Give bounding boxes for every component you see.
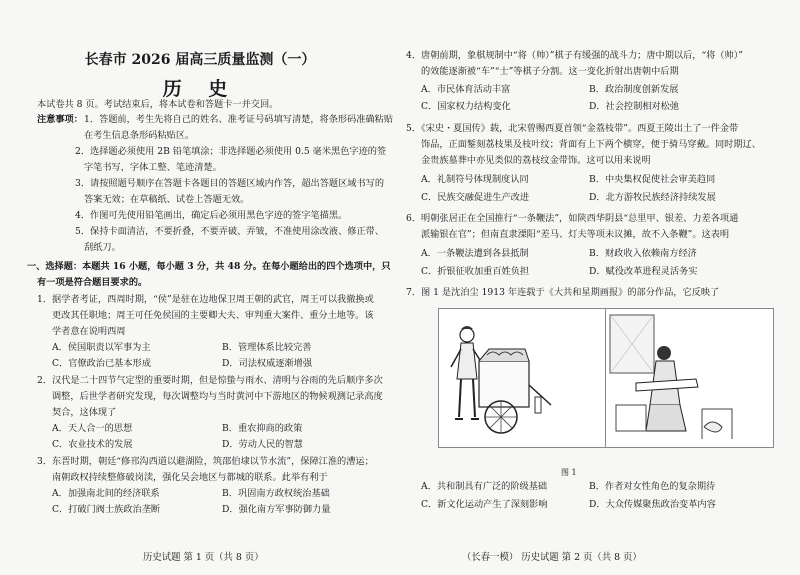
question-text: 南朝政权持续整修破岗渎，强化吴会地区与都城的联系。此举有利于 <box>52 472 328 483</box>
option-b: B．管理体系比较完善 <box>222 342 312 353</box>
option-c: C．国家权力结构变化 <box>421 101 511 112</box>
notice-line: 5．保持卡面清洁，不要折叠，不要弄破、弄皱，不准使用涂改液、修正带、 <box>75 226 385 237</box>
notice-line: 答案无效；在草稿纸、试卷上答题无效。 <box>84 194 250 205</box>
subject-title: 历 史 <box>162 78 238 100</box>
option-a: A．礼制符号体现制度认同 <box>421 174 529 185</box>
cartoon-panel-right <box>606 309 772 447</box>
notice-line: 字笔书写，字体工整、笔迹清楚。 <box>84 162 222 173</box>
option-a: A．加强南北间的经济联系 <box>52 488 160 499</box>
option-c: C．民族交融促进生产改进 <box>421 192 530 203</box>
option-a: A．共和制具有广泛的阶级基础 <box>421 481 548 492</box>
page-2 <box>400 0 800 575</box>
cartoon-panel-left <box>439 309 605 447</box>
option-d: D．劳动人民的智慧 <box>222 439 303 450</box>
question-text: 契合，这体现了 <box>52 407 117 418</box>
question-text: 的效能逐渐被“车”“士”等棋子分割。这一变化折射出唐朝中后期 <box>421 66 679 77</box>
question-text: 1．据学者考证，西周时期，“侯”是驻在边地保卫周王朝的武官，周王可以我撤换或 <box>37 294 374 305</box>
question-text: 饰品，正面錾刻荔枝果及枝叶纹；背面有上下两个横穿，便于骑马穿戴。同时期辽、 <box>421 139 761 150</box>
question-text: 学者意在说明西周 <box>52 326 126 337</box>
option-b: B．政治制度创新发展 <box>589 84 679 95</box>
exam-title: 长春市 2026 届高三质量监测（一） <box>84 52 316 68</box>
option-c: C．折银征收加重百姓负担 <box>421 266 530 277</box>
option-c: C．官僚政治已基本形成 <box>52 358 151 369</box>
option-d: D．北方游牧民族经济持续发展 <box>589 192 716 203</box>
question-text: 3．东晋时期，朝廷“修邗沟西道以避湖险，筑邵伯埭以节水流”，保障江淮的漕运； <box>37 456 374 467</box>
question-text: 派输银在官”；但南直隶溧阳“差马、灯夫等项未议摊，故不入条鞭”。这表明 <box>421 229 730 240</box>
option-b: B．中央集权促使社会审美趋同 <box>589 174 716 185</box>
question-text: 更改其任职地；周王可任免侯国的主要卿大夫、审判重大案件、重分土地等。该 <box>52 310 374 321</box>
option-a: A．市民体育活动丰富 <box>421 84 511 95</box>
option-c: C．农业技术的发展 <box>52 439 133 450</box>
option-a: A．天人合一的思想 <box>52 423 133 434</box>
page-footer: 历史试题 第 1 页（共 8 页） <box>143 552 264 563</box>
notice-line: 4．作图可先使用铅笔画出，确定后必须用黑色字迹的签字笔描黑。 <box>75 210 348 221</box>
option-d: D．司法权威逐渐增强 <box>222 358 313 369</box>
option-b: B．作者对女性角色的复杂期待 <box>589 481 716 492</box>
page-footer: （长春一模） 历史试题 第 2 页（共 8 页） <box>462 552 642 563</box>
option-c: C．新文化运动产生了深刻影响 <box>421 499 548 510</box>
option-d: D．强化南方军事防御力量 <box>222 504 331 515</box>
question-text: 2．汉代是二十四节气定型的重要时期，但是惊蛰与雨水、清明与谷雨的先后顺序多次 <box>37 375 383 386</box>
option-c: C．打破门阀士族政治垄断 <box>52 504 161 515</box>
option-b: B．重农抑商的政策 <box>222 423 303 434</box>
notice-line: 1．答题前，考生先将自己的姓名、准考证号码填写清楚，将条形码准确粘贴 <box>84 114 394 125</box>
question-text: 调整，后世学者研究发现，每次调整均与当时黄河中下游地区的物候观测记录高度 <box>52 391 383 402</box>
woman-illustration <box>606 309 772 447</box>
section-header: 一、选择题：本题共 16 小题，每小题 3 分，共 48 分。在每小题给出的四个选项中，只 <box>27 261 391 272</box>
option-d: D．社会控制相对松弛 <box>589 101 680 112</box>
option-d: D．赋役改革进程灵活务实 <box>589 266 698 277</box>
question-text: 6．明朝张居正在全国推行“一条鞭法”，如陕西华阴县“总里甲、银差、力差各项通 <box>406 213 739 224</box>
figure-1-cartoon <box>438 308 774 448</box>
figure-caption: 图 1 <box>561 468 577 477</box>
option-d: D．大众传媒聚焦政治变革内容 <box>589 499 716 510</box>
question-text: 5．《宋史・夏国传》载，北宋曾赐西夏首领“金荔枝带”。西夏王陵出土了一件金带 <box>406 123 739 134</box>
question-text: 7．图 1 是沈泊尘 1913 年连载于《大共和星期画报》的部分作品，它反映了 <box>406 287 720 298</box>
notice-line: 3．请按照题号顺序在答题卡各题目的答题区域内作答，超出答题区域书写的 <box>75 178 385 189</box>
option-a: A．侯国职责以军事为主 <box>52 342 151 353</box>
notice-label: 注意事项： <box>37 114 83 125</box>
option-a: A．一条鞭法遭到各县抵制 <box>421 248 529 259</box>
cart-illustration <box>439 309 605 447</box>
option-b: B．财政收入依赖南方经济 <box>589 248 697 259</box>
question-text: 金贵族墓葬中亦见类似的荔枝纹金带饰。这可以用来说明 <box>421 155 651 166</box>
notice-line: 在考生信息条形码粘贴区。 <box>84 130 195 141</box>
option-b: B．巩固南方政权统治基础 <box>222 488 330 499</box>
section-header: 有一项是符合题目要求的。 <box>37 277 148 288</box>
intro-text: 本试卷共 8 页。考试结束后，将本试卷和答题卡一并交回。 <box>37 99 279 110</box>
notice-line: 刮纸刀。 <box>84 242 121 253</box>
question-text: 4．唐朝前期，象棋规制中“将（帅）”棋子有缓强的战斗力；唐中期以后，“将（帅）” <box>406 50 743 61</box>
notice-line: 2．选择题必须使用 2B 铅笔填涂；非选择题必须使用 0.5 毫米黑色字迹的签 <box>75 146 387 157</box>
